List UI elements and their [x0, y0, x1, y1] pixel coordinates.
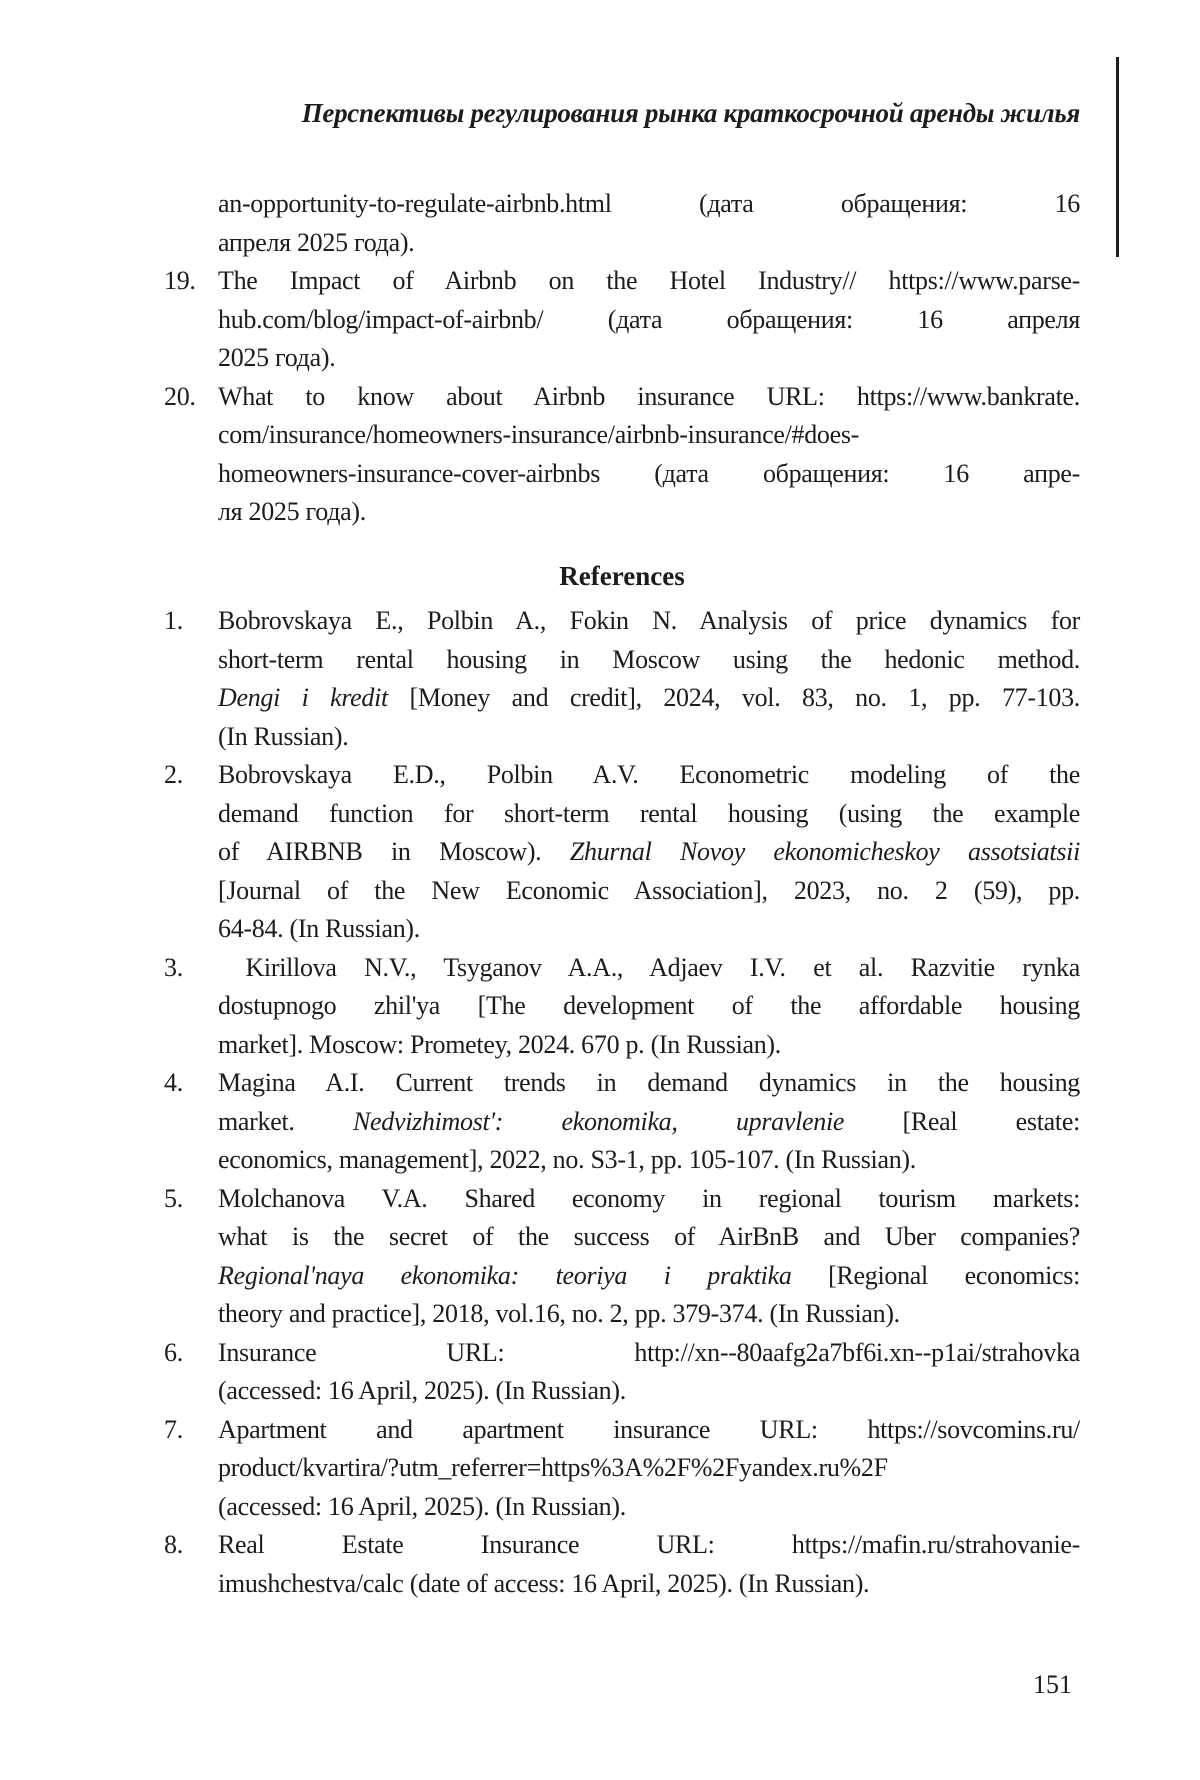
text-line: market]. Moscow: Prometey, 2024. 670 p. (In Russian).	[218, 1029, 781, 1059]
item-number: 1.	[164, 606, 183, 635]
list-item	[164, 262, 1080, 378]
text-line: of AIRBNB in Moscow). Zhurnal Novoy ekonomicheskoy assotsiatsii	[218, 837, 1081, 866]
list-item	[164, 1064, 1080, 1180]
item-number: 5.	[164, 1183, 183, 1213]
item-number: 3.	[164, 952, 183, 982]
text-line: (In Russian).	[218, 721, 349, 751]
margin-rule	[1116, 57, 1119, 257]
text-line: The Impact of Airbnb on the Hotel Industry// https://www.parse-	[218, 266, 1080, 295]
item-text	[218, 1526, 1080, 1603]
item-number: 7.	[164, 1414, 183, 1444]
text-line: theory and practice], 2018, vol.16, no. 2, pp. 379-374. (In Russian).	[218, 1299, 900, 1328]
text-line: hub.com/blog/impact-of-airbnb/ (дата обращения: 16 апреля	[218, 304, 1080, 334]
text-line: Apartment and apartment insurance URL: https://sovcomins.ru/	[218, 1414, 1080, 1444]
list-item	[164, 185, 1080, 262]
item-number: 6.	[164, 1337, 183, 1367]
text-line: ля 2025 года).	[218, 497, 366, 526]
text-line: апреля 2025 года).	[218, 227, 415, 257]
item-text	[218, 262, 1080, 378]
list-item	[164, 1526, 1080, 1603]
item-number	[164, 185, 218, 262]
text-line: (accessed: 16 April, 2025). (In Russian).	[218, 1376, 626, 1405]
item-text	[218, 756, 1080, 949]
item-number: 8.	[164, 1530, 183, 1559]
text-line: Magina A.I. Current trends in demand dynamics in the housing	[218, 1068, 1080, 1097]
references-heading: References	[559, 560, 685, 591]
text-line: (accessed: 16 April, 2025). (In Russian).	[218, 1491, 626, 1521]
text-line: com/insurance/homeowners-insurance/airbnb-insurance/#does-	[218, 420, 860, 449]
bibliography-list	[164, 185, 1080, 532]
text-line: 64-84. (In Russian).	[218, 914, 420, 943]
text-line: Real Estate Insurance URL: https://mafin.ru/strahovanie-	[218, 1530, 1080, 1559]
text-line: What to know about Airbnb insurance URL: https://www.bankrate.	[218, 381, 1080, 411]
item-text	[218, 1180, 1080, 1334]
page-number: 151	[1033, 1670, 1072, 1699]
item-text	[218, 1334, 1080, 1411]
text-line: dostupnogo zhil'ya [The development of the affordable housing	[218, 991, 1080, 1020]
text-line: economics, management], 2022, no. S3-1, pp. 105-107. (In Russian).	[218, 1145, 916, 1174]
text-line: market. Nedvizhimost': ekonomika, upravlenie [Real estate:	[218, 1106, 1080, 1136]
text-line: Bobrovskaya E.D., Polbin A.V. Econometric modeling of the	[218, 760, 1080, 789]
item-number: 20.	[164, 381, 196, 411]
list-item	[164, 378, 1080, 532]
text-line: Regional'naya ekonomika: teoriya i praktika [Regional economics:	[218, 1260, 1080, 1290]
page-content	[164, 185, 1080, 1603]
text-line: imushchestva/calc (date of access: 16 April, 2025). (In Russian).	[218, 1568, 870, 1598]
list-item	[164, 1411, 1080, 1527]
text-line: product/kvartira/?utm_referrer=https%3A%2F%2Fyandex.ru%2F	[218, 1453, 888, 1482]
text-line: demand function for short-term rental housing (using the example	[218, 798, 1080, 828]
text-line: homeowners-insurance-cover-airbnbs (дата обращения: 16 апре-	[218, 458, 1080, 488]
item-text	[218, 185, 1080, 262]
text-line: Insurance URL: http://xn--80aafg2a7bf6i.xn--p1ai/strahovka	[218, 1337, 1080, 1367]
text-line: what is the secret of the success of AirBnB and Uber companies?	[218, 1222, 1080, 1251]
text-line: 2025 года).	[218, 343, 336, 372]
list-item	[164, 756, 1080, 949]
item-number: 19.	[164, 266, 196, 295]
text-line: an-opportunity-to-regulate-airbnb.html (дата обращения: 16	[218, 189, 1080, 218]
references-list	[164, 602, 1080, 1603]
list-item	[164, 602, 1080, 756]
text-line: Kirillova N.V., Tsyganov A.A., Adjaev I.V. et al. Razvitie rynka	[218, 952, 1080, 982]
item-text	[218, 378, 1080, 532]
item-text	[218, 949, 1080, 1065]
list-item	[164, 1334, 1080, 1411]
item-text	[218, 602, 1080, 756]
running-header: Перспективы регулирования рынка краткосрочной аренды жилья	[301, 98, 1080, 128]
list-item	[164, 949, 1080, 1065]
text-line: short-term rental housing in Moscow using the hedonic method.	[218, 644, 1080, 674]
text-line: Bobrovskaya E., Polbin A., Fokin N. Analysis of price dynamics for	[218, 606, 1080, 635]
item-number: 4.	[164, 1068, 183, 1097]
text-line: [Journal of the New Economic Association], 2023, no. 2 (59), pp.	[218, 875, 1080, 905]
item-number: 2.	[164, 760, 183, 789]
item-text	[218, 1064, 1080, 1180]
item-text	[218, 1411, 1080, 1527]
text-line: Dengi i kredit [Money and credit], 2024, vol. 83, no. 1, pp. 77-103.	[218, 683, 1080, 712]
text-line: Molchanova V.A. Shared economy in regional tourism markets:	[218, 1183, 1080, 1213]
list-item	[164, 1180, 1080, 1334]
